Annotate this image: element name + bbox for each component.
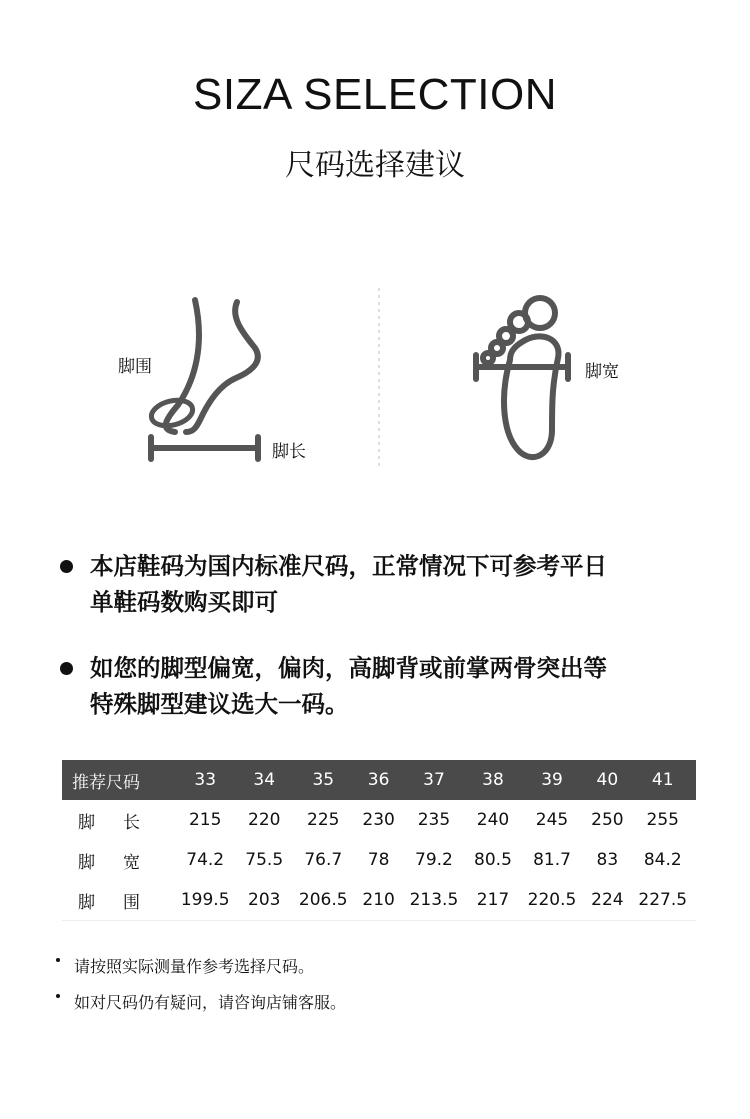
tip-text-line1: 本店鞋码为国内标准尺码，正常情况下可参考平日	[90, 552, 607, 580]
page-subtitle: 尺码选择建议	[285, 148, 465, 183]
tip-item	[60, 650, 710, 722]
table-cell: 224	[585, 880, 629, 921]
brand-title: SIZA SELECTION	[193, 70, 557, 119]
table-cell: 206.5	[290, 880, 356, 921]
footprint-icon	[476, 298, 568, 457]
size-header-cell: 40	[585, 760, 629, 800]
table-row-foot-girth	[62, 880, 696, 921]
size-header-row	[62, 760, 696, 800]
table-cell: 220.5	[519, 880, 585, 921]
tip-text-line2: 特殊脚型建议选大一码。	[90, 690, 349, 718]
size-header-cell: 35	[290, 760, 356, 800]
size-chart-table	[62, 760, 696, 921]
table-cell: 210	[356, 880, 400, 921]
table-row-foot-length	[62, 800, 696, 840]
table-cell: 225	[307, 810, 340, 830]
table-cell: 245	[535, 810, 569, 830]
row-label: 脚宽	[78, 852, 168, 873]
label-foot-length: 脚长	[272, 442, 306, 462]
row-label: 脚围	[62, 880, 172, 921]
table-cell: 240	[476, 810, 510, 830]
bullet-icon	[60, 662, 73, 675]
small-bullet-icon	[56, 994, 60, 998]
table-cell: 75.5	[245, 850, 284, 870]
side-foot-icon	[149, 300, 258, 459]
tip-text-line1: 如您的脚型偏宽，偏肉，高脚背或前掌两骨突出等	[90, 654, 607, 682]
table-cell: 199.5	[172, 880, 238, 921]
table-cell: 227.5	[630, 880, 697, 921]
table-cell: 203	[238, 880, 290, 921]
footnote-text: 请按照实际测量作参考选择尺码。	[74, 957, 315, 976]
size-header-label: 推荐尺码	[62, 760, 172, 800]
table-cell: 220	[248, 810, 281, 830]
tip-item	[60, 548, 710, 620]
footnote-item	[56, 954, 314, 977]
foot-diagram	[0, 270, 750, 490]
table-cell: 74.2	[186, 850, 225, 870]
size-header-cell: 39	[519, 760, 585, 800]
size-header-cell: 41	[630, 760, 697, 800]
table-cell: 217	[467, 880, 519, 921]
size-header-cell: 38	[467, 760, 519, 800]
table-cell: 81.7	[533, 850, 571, 870]
label-foot-girth: 脚围	[118, 357, 152, 377]
table-cell: 84.2	[643, 850, 682, 870]
size-header-cell: 33	[172, 760, 238, 800]
foot-measure-illustration	[0, 270, 750, 490]
label-foot-width: 脚宽	[585, 362, 619, 382]
bullet-icon	[60, 560, 73, 573]
table-row-foot-width	[62, 840, 696, 880]
table-cell: 230	[362, 810, 395, 830]
table-cell: 235	[417, 810, 451, 830]
table-cell: 79.2	[415, 850, 453, 870]
table-cell: 213.5	[401, 880, 467, 921]
footnote-item	[56, 990, 346, 1013]
table-cell: 255	[646, 810, 679, 830]
table-cell: 250	[591, 810, 624, 830]
table-cell: 83	[596, 850, 619, 870]
table-cell: 78	[367, 850, 390, 870]
table-cell: 215	[188, 810, 222, 830]
size-header-cell: 36	[356, 760, 400, 800]
table-cell: 76.7	[304, 850, 343, 870]
size-header-cell: 37	[401, 760, 467, 800]
footnote-text: 如对尺码仍有疑问，请咨询店铺客服。	[74, 993, 347, 1012]
tip-text-line2: 单鞋码数购买即可	[90, 588, 278, 616]
size-header-cell: 34	[238, 760, 290, 800]
small-bullet-icon	[56, 958, 60, 962]
table-cell: 80.5	[474, 850, 512, 870]
row-label: 脚长	[78, 812, 168, 833]
